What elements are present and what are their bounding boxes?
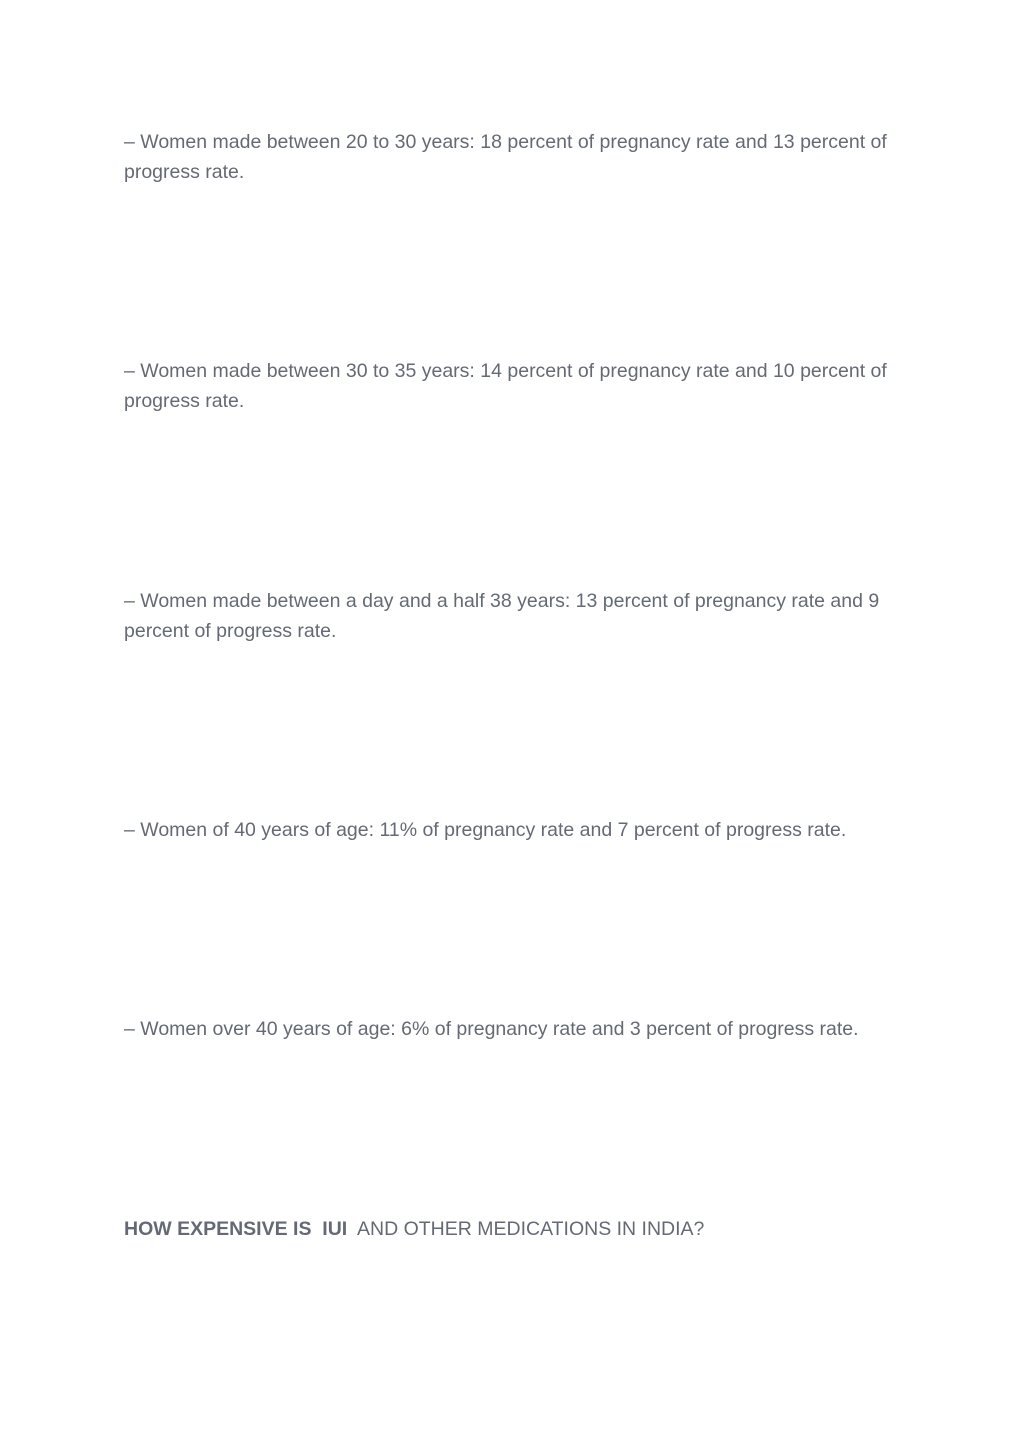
paragraph-age-40: – Women of 40 years of age: 11% of pregnancy rate and 7 percent of progress rate. [124, 819, 847, 841]
section-heading-iui-cost [124, 1214, 704, 1244]
paragraph-age-over-40: – Women over 40 years of age: 6% of pregnancy rate and 3 percent of progress rate. [124, 1018, 859, 1040]
paragraph-age-38: – Women made between a day and a half 38 years: 13 percent of pregnancy rate and 9 percent of progress rate. [124, 590, 880, 642]
paragraph-age-20-30: – Women made between 20 to 30 years: 18 percent of pregnancy rate and 13 percent of progress rate. [124, 131, 887, 183]
paragraph-age-30-35: – Women made between 30 to 35 years: 14 percent of pregnancy rate and 10 percent of progress rate. [124, 360, 887, 412]
heading-regular-part: AND OTHER MEDICATIONS IN INDIA? [347, 1218, 705, 1240]
heading-bold-part: HOW EXPENSIVE IS IUI [124, 1218, 348, 1240]
